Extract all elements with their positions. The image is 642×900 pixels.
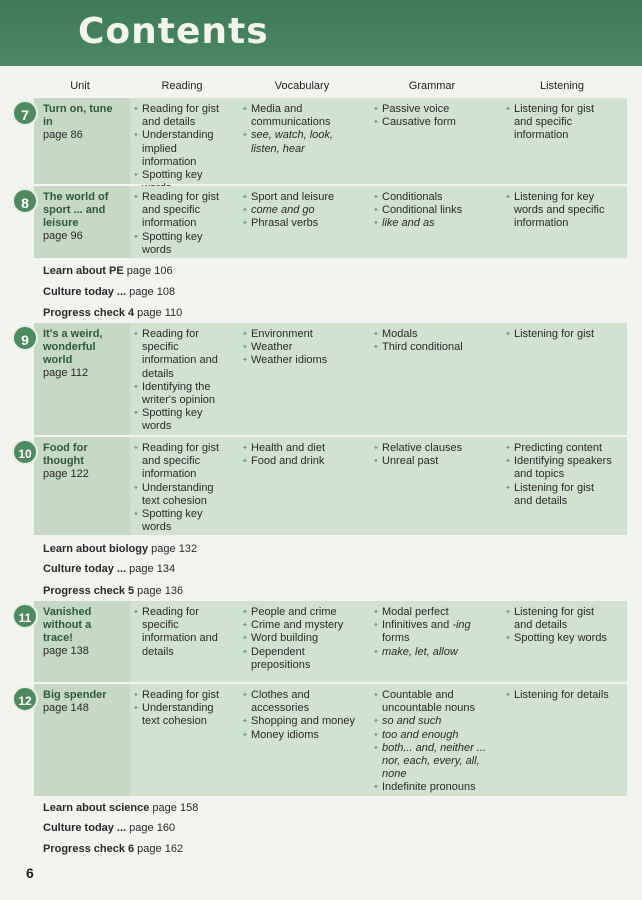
extra-section-line: [43, 265, 173, 277]
vocabulary-cell: [242, 606, 364, 672]
unit-title: [43, 442, 123, 481]
vocabulary-item: ✦ see, watch, look, listen, hear: [242, 129, 364, 155]
header-banner: [0, 0, 642, 66]
grammar-item: ✦ Infinitives and -ing forms: [373, 619, 491, 645]
vocabulary-item: ✦ come and go: [242, 204, 364, 217]
listening-cell: [505, 328, 615, 341]
reading-item: ✦ Reading for gist: [133, 689, 233, 702]
reading-item: ✦ Understanding text cohesion: [133, 702, 233, 728]
column-headers: [0, 80, 642, 98]
listening-cell: [505, 442, 615, 508]
unit-title-text: Food for thought: [43, 442, 88, 467]
extra-section-line: [43, 543, 197, 555]
listening-cell: [505, 689, 615, 702]
vocabulary-item: ✦ Shopping and money: [242, 715, 364, 728]
grammar-item: ✦ Unreal past: [373, 455, 491, 468]
vocabulary-item: ✦ People and crime: [242, 606, 364, 619]
reading-item: ✦ Spotting key words: [133, 407, 233, 433]
extra-section-page: page 132: [148, 543, 198, 555]
unit-title-text: It's a weird, wonderful world: [43, 328, 103, 366]
unit-page-ref: page 112: [43, 367, 89, 379]
unit-page-ref: page 122: [43, 468, 89, 480]
vocabulary-item: ✦ Weather idioms: [242, 354, 364, 367]
unit-page-ref: page 96: [43, 230, 83, 242]
reading-item: ✦ Reading for gist and details: [133, 103, 233, 129]
reading-item: ✦ Reading for gist and specific information: [133, 191, 233, 231]
extra-section-page: page 158: [149, 802, 199, 814]
extra-section-label: Culture today ...: [43, 286, 127, 298]
page-title: Contents: [78, 11, 269, 52]
unit-title: [43, 191, 123, 243]
listening-item: ✦ Listening for gist: [505, 328, 615, 341]
vocabulary-item: ✦ Crime and mystery: [242, 619, 364, 632]
unit-page-ref: page 148: [43, 702, 89, 714]
vocabulary-item: ✦ Food and drink: [242, 455, 364, 468]
listening-cell: [505, 606, 615, 646]
vocabulary-item: ✦ Sport and leisure: [242, 191, 364, 204]
vocabulary-item: ✦ Word building: [242, 632, 364, 645]
reading-item: ✦ Reading for gist and specific information: [133, 442, 233, 482]
grammar-item: ✦ Modal perfect: [373, 606, 491, 619]
extra-section-line: [43, 802, 198, 814]
grammar-item: ✦ Relative clauses: [373, 442, 491, 455]
unit-title: [43, 328, 123, 380]
unit-page-ref: page 138: [43, 645, 89, 657]
vocabulary-item: ✦ Health and diet: [242, 442, 364, 455]
column-header-vocabulary: Vocabulary: [274, 80, 330, 92]
reading-cell: [133, 103, 233, 195]
grammar-item: ✦ Indefinite pronouns: [373, 781, 491, 794]
unit-page-ref: page 86: [43, 129, 83, 141]
vocabulary-item: ✦ Media and communications: [242, 103, 364, 129]
extra-section-label: Culture today ...: [43, 563, 127, 575]
extra-section-label: Learn about science: [43, 802, 150, 814]
grammar-cell: [373, 606, 491, 659]
grammar-cell: [373, 442, 491, 468]
reading-cell: [133, 191, 233, 257]
page-number: 6: [26, 865, 34, 881]
vocabulary-cell: [242, 191, 364, 231]
grammar-item: ✦ so and such: [373, 715, 491, 728]
grammar-item: ✦ Passive voice: [373, 103, 491, 116]
listening-item: ✦ Listening for details: [505, 689, 615, 702]
grammar-cell: [373, 328, 491, 354]
unit-number-badge: 12: [12, 686, 38, 712]
vocabulary-item: ✦ Dependent prepositions: [242, 646, 364, 672]
grammar-cell: [373, 103, 491, 129]
grammar-item: ✦ make, let, allow: [373, 646, 491, 659]
listening-item: ✦ Listening for key words and specific information: [505, 191, 615, 231]
grammar-item: ✦ Causative form: [373, 116, 491, 129]
unit-title-text: Vanished without a trace!: [43, 606, 92, 644]
grammar-item: ✦ Conditionals: [373, 191, 491, 204]
reading-cell: [133, 606, 233, 659]
extra-section-line: [43, 563, 175, 575]
reading-item: ✦ Reading for specific information and details: [133, 328, 233, 381]
column-header-listening: Listening: [539, 80, 585, 92]
listening-item: ✦ Listening for gist and details: [505, 606, 615, 632]
extra-section-label: Progress check 6: [43, 843, 135, 855]
unit-title: [43, 103, 123, 142]
reading-item: ✦ Spotting key: [133, 169, 233, 195]
reading-item: ✦ Understanding text cohesion: [133, 482, 233, 508]
listening-item: ✦ Identifying speakers and topics: [505, 455, 615, 481]
extra-section-page: page 136: [134, 585, 184, 597]
column-header-unit: Unit: [70, 80, 90, 92]
extra-section-line: [43, 307, 182, 319]
unit-number-badge: 11: [12, 603, 38, 629]
unit-title: [43, 689, 123, 715]
grammar-item: ✦ Third conditional: [373, 341, 491, 354]
listening-item: ✦ Listening for gist and details: [505, 482, 615, 508]
unit-title-text: Big spender: [43, 689, 107, 701]
listening-item: ✦ Spotting key words: [505, 632, 615, 645]
extra-section-label: Learn about biology: [43, 543, 149, 555]
listening-item: ✦ Listening for gist and specific information: [505, 103, 615, 143]
extra-section-page: page 110: [134, 307, 183, 319]
vocabulary-cell: [242, 103, 364, 156]
reading-cell: [133, 689, 233, 729]
grammar-item: ✦ both... and, neither ... nor, each, every, all, none: [373, 742, 491, 782]
extra-section-page: page 160: [126, 822, 176, 834]
extra-section-label: Progress check 5: [43, 585, 135, 597]
extra-section-label: Culture today ...: [43, 822, 127, 834]
grammar-cell: [373, 689, 491, 795]
column-header-grammar: Grammar: [408, 80, 456, 92]
extra-section-page: page 134: [126, 563, 176, 575]
grammar-item: ✦ like and as: [373, 217, 491, 230]
reading-item: ✦ Reading for specific information and details: [133, 606, 233, 659]
unit-title: [43, 606, 123, 658]
unit-number-badge: 7: [12, 100, 38, 126]
reading-item: ✦ Spotting key words: [133, 508, 233, 534]
extra-section-line: [43, 843, 183, 855]
extra-section-label: Learn about PE: [43, 265, 124, 277]
unit-title-text: The world of sport ... and leisure: [43, 191, 109, 229]
reading-item: ✦ Spotting key words: [133, 231, 233, 257]
listening-cell: [505, 191, 615, 231]
grammar-cell: [373, 191, 491, 231]
reading-cell: [133, 328, 233, 434]
vocabulary-cell: [242, 328, 364, 368]
vocabulary-item: ✦ Clothes and accessories: [242, 689, 364, 715]
unit-title-text: Turn on, tune in: [43, 103, 113, 128]
vocabulary-item: ✦ Money idioms: [242, 729, 364, 742]
extra-section-page: page 162: [134, 843, 184, 855]
grammar-item: ✦ Countable and uncountable nouns: [373, 689, 491, 715]
extra-section-line: [43, 822, 175, 834]
vocabulary-cell: [242, 442, 364, 468]
unit-number-badge: 8: [12, 188, 38, 214]
grammar-item: ✦ too and enough: [373, 729, 491, 742]
vocabulary-item: ✦ Environment: [242, 328, 364, 341]
listening-cell: [505, 103, 615, 143]
listening-item: ✦ Predicting content: [505, 442, 615, 455]
vocabulary-item: ✦ Weather: [242, 341, 364, 354]
unit-number-badge: 9: [12, 325, 38, 351]
extra-section-line: [43, 585, 183, 597]
reading-item: ✦ Identifying the writer's opinion: [133, 381, 233, 407]
extra-section-label: Progress check 4: [43, 307, 135, 319]
vocabulary-cell: [242, 689, 364, 742]
vocabulary-item: ✦ Phrasal verbs: [242, 217, 364, 230]
grammar-item: ✦ Conditional links: [373, 204, 491, 217]
reading-cell: [133, 442, 233, 534]
unit-number-badge: 10: [12, 439, 38, 465]
extra-section-page: page 106: [123, 265, 173, 277]
grammar-item: ✦ Modals: [373, 328, 491, 341]
column-header-reading: Reading: [161, 80, 203, 92]
extra-section-page: page 108: [126, 286, 176, 298]
reading-item: ✦ Understanding implied information: [133, 129, 233, 169]
extra-section-line: [43, 286, 175, 298]
